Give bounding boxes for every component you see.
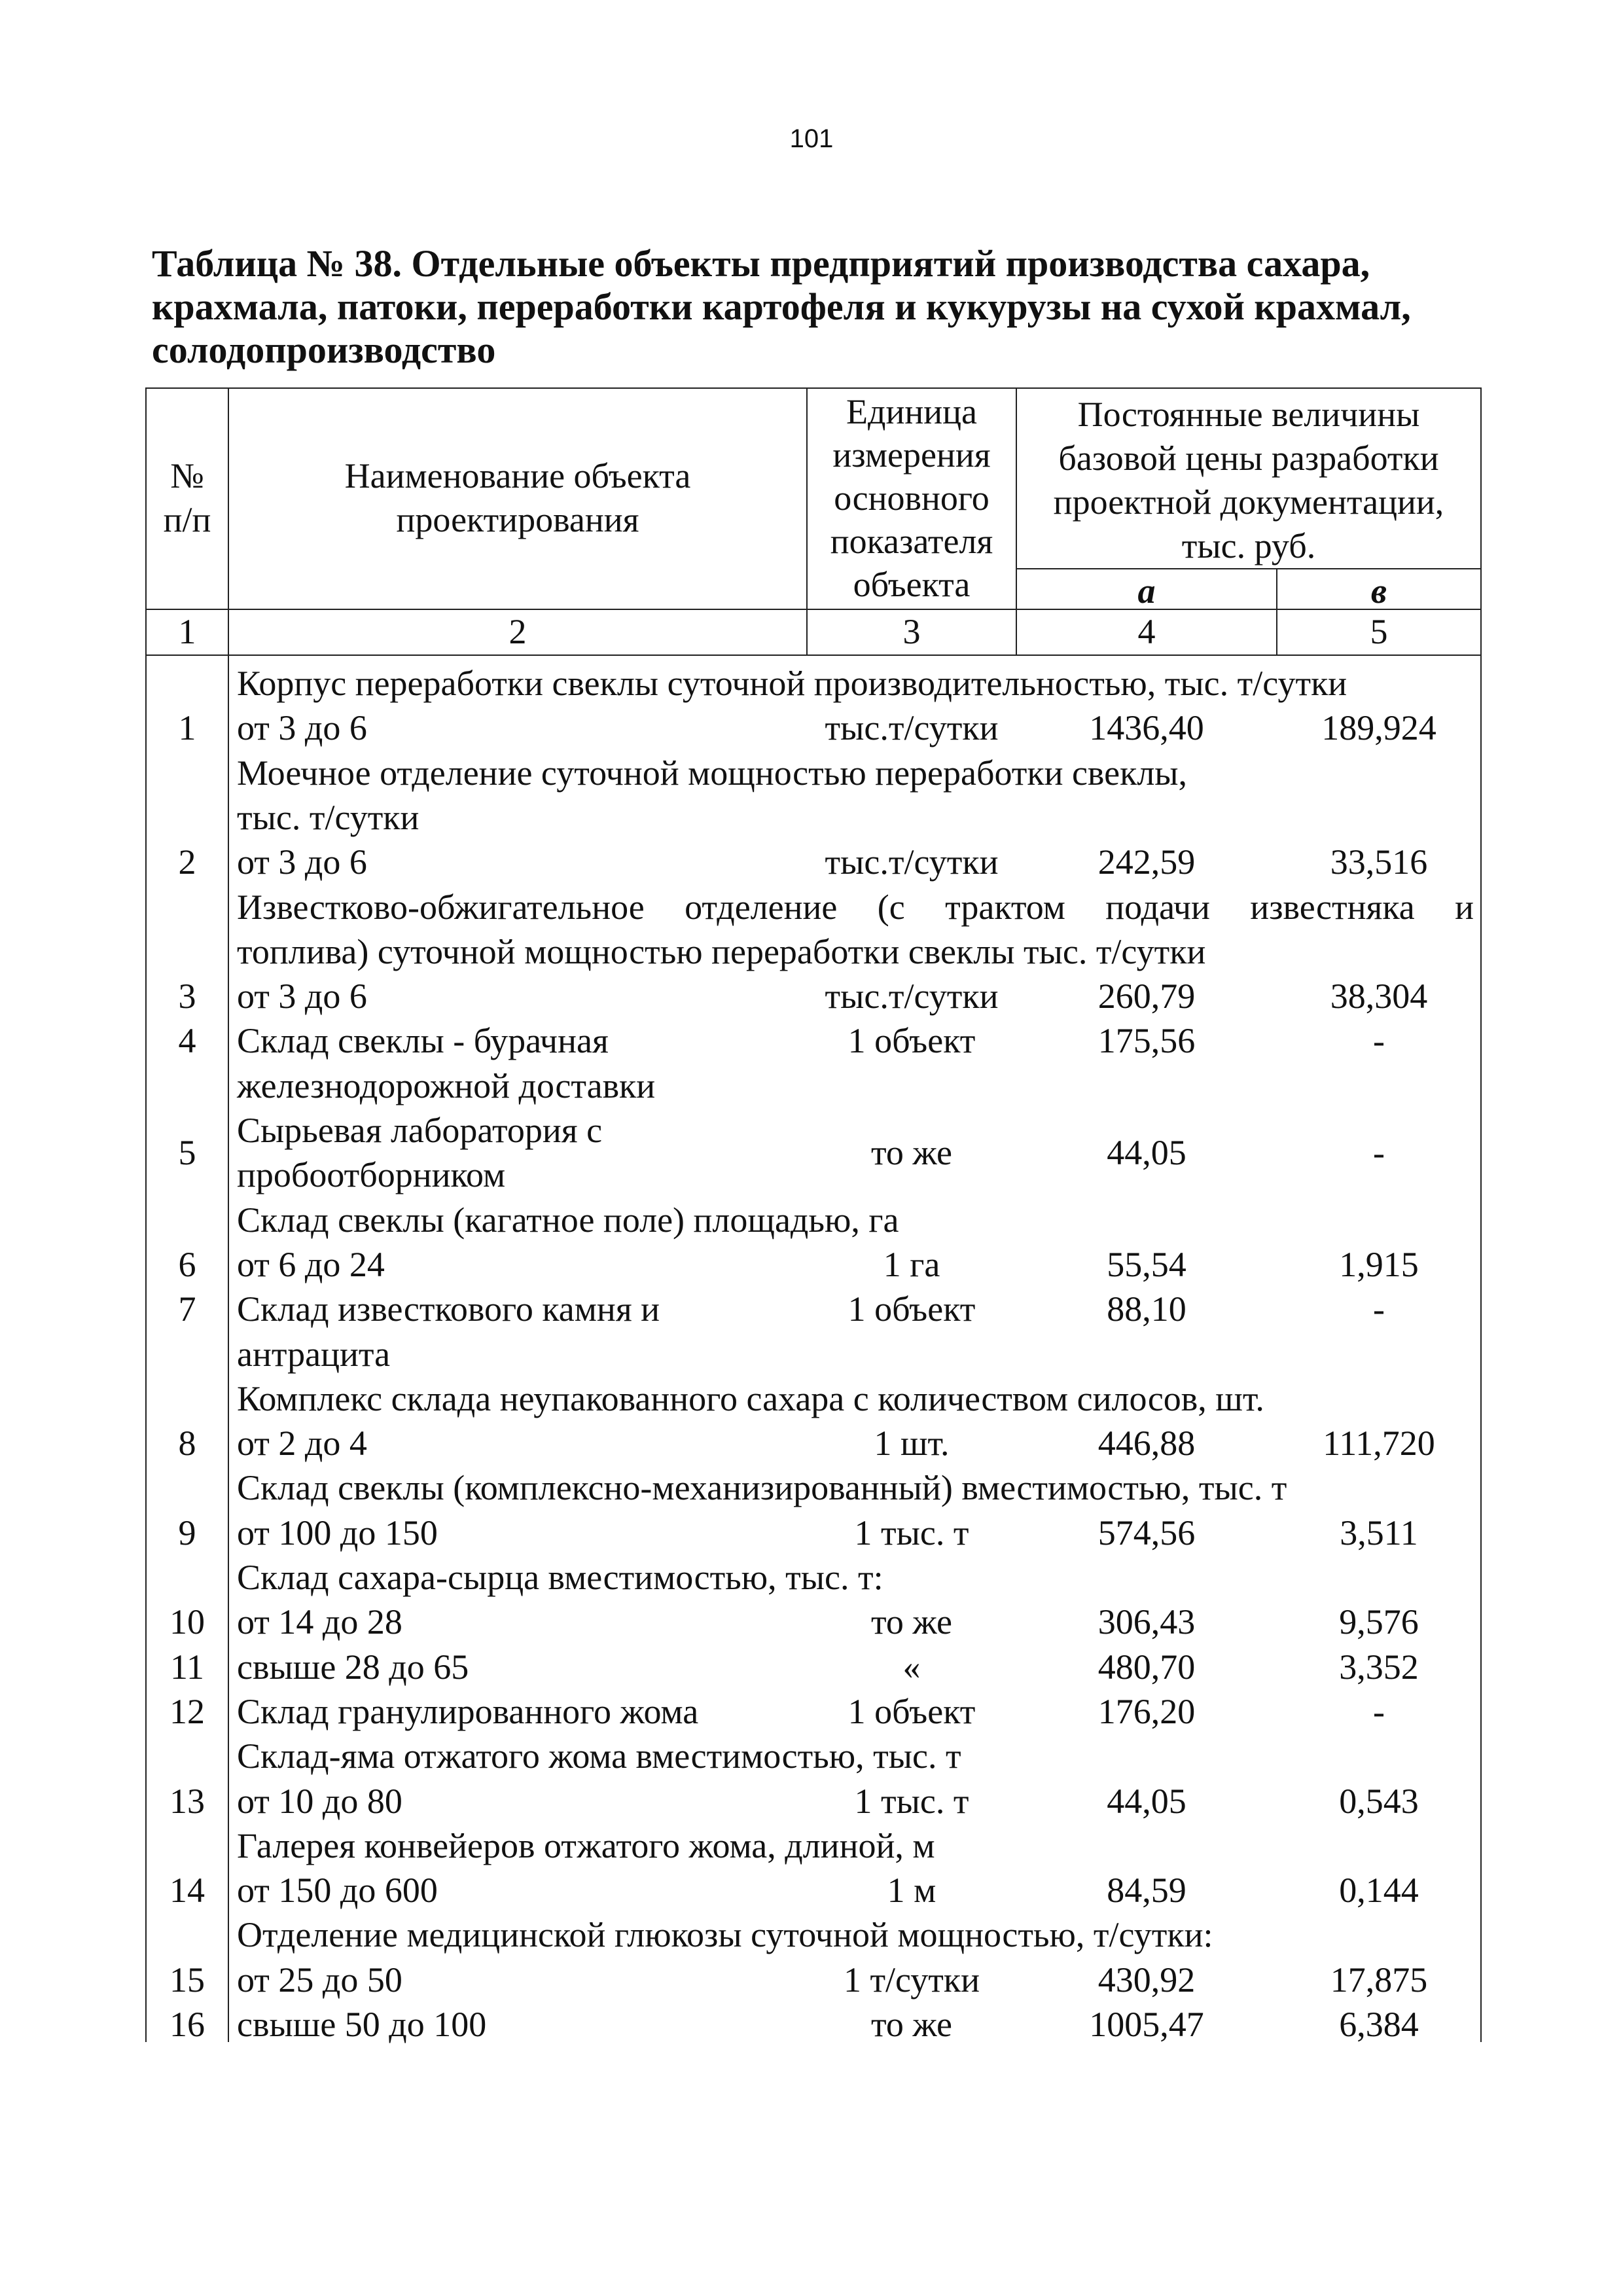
- value-b-cell: 33,516: [1330, 842, 1428, 882]
- object-name: Склад известкового камня и: [237, 1289, 660, 1329]
- row-number: 15: [169, 1960, 205, 2000]
- group-heading: Склад свеклы (кагатное поле) площадью, га: [237, 1200, 899, 1240]
- header-col-a: а: [1137, 571, 1156, 611]
- row-number: 13: [169, 1781, 205, 1821]
- unit-cell: тыс.т/сутки: [825, 842, 999, 882]
- object-name: от 3 до 6: [237, 708, 367, 748]
- object-name: железнодорожной доставки: [237, 1066, 656, 1105]
- caption-line: крахмала, патоки, переработки картофеля и кукурузы на сухой крахмал,: [152, 285, 1411, 328]
- row-number: 9: [178, 1513, 196, 1552]
- value-b-cell: 17,875: [1330, 1960, 1428, 2000]
- row-number: 2: [178, 842, 196, 882]
- table-border-top: [145, 387, 1480, 389]
- object-name: от 14 до 28: [237, 1602, 402, 1642]
- row-number: 1: [178, 708, 196, 748]
- group-heading: топлива) суточной мощностью переработки свеклы тыс. т/сутки: [237, 931, 1206, 971]
- object-name: от 3 до 6: [237, 842, 367, 882]
- value-a-cell: 84,59: [1107, 1871, 1186, 1910]
- value-b-cell: 6,384: [1339, 2005, 1419, 2044]
- object-name: от 6 до 24: [237, 1244, 385, 1284]
- value-a-cell: 1005,47: [1089, 2005, 1204, 2044]
- table-caption: [152, 242, 1487, 372]
- row-number: 4: [178, 1021, 196, 1061]
- object-name: от 25 до 50: [237, 1960, 402, 2000]
- value-a-cell: 44,05: [1107, 1133, 1186, 1173]
- value-b-cell: 3,352: [1339, 1647, 1419, 1687]
- group-heading: Корпус переработки свеклы суточной производительностью, тыс. т/сутки: [237, 664, 1347, 703]
- header-const: Постоянные величины базовой цены разработки проектной документации, тыс. руб.: [1053, 395, 1444, 565]
- value-b-cell: 1,915: [1339, 1244, 1419, 1284]
- object-name: антрацита: [237, 1334, 391, 1374]
- row-number: 5: [178, 1133, 196, 1173]
- unit-cell: «: [902, 1647, 921, 1687]
- value-a-cell: 1436,40: [1089, 708, 1204, 748]
- row-number: 11: [170, 1647, 204, 1687]
- object-name: от 100 до 150: [237, 1513, 438, 1552]
- group-heading: Отделение медицинской глюкозы суточной мощностью, т/сутки:: [237, 1915, 1213, 1955]
- row-number: 16: [169, 2005, 205, 2044]
- colnum-4: 4: [1137, 612, 1156, 651]
- unit-cell: то же: [871, 2005, 952, 2044]
- object-name: Склад гранулированного жома: [237, 1691, 699, 1731]
- object-name: свыше 50 до 100: [237, 2005, 487, 2044]
- row-number: 7: [178, 1289, 196, 1329]
- unit-cell: 1 тыс. т: [854, 1781, 969, 1821]
- colnum-2: 2: [508, 612, 527, 651]
- group-heading: Моечное отделение суточной мощностью переработки свеклы,: [237, 753, 1188, 793]
- row-number: 6: [178, 1244, 196, 1284]
- group-heading: Склад сахара-сырца вместимостью, тыс. т:: [237, 1558, 883, 1597]
- value-b-cell: -: [1373, 1133, 1385, 1173]
- value-b-cell: 189,924: [1321, 708, 1436, 748]
- unit-cell: 1 шт.: [874, 1424, 950, 1463]
- unit-cell: 1 объект: [847, 1691, 976, 1731]
- object-name: от 10 до 80: [237, 1781, 402, 1821]
- value-a-cell: 175,56: [1097, 1021, 1196, 1061]
- value-b-cell: -: [1373, 1021, 1385, 1061]
- colnum-bottom-line: [145, 655, 1480, 656]
- value-b-cell: 0,543: [1339, 1781, 1419, 1821]
- unit-cell: то же: [871, 1133, 952, 1173]
- value-a-cell: 176,20: [1097, 1691, 1196, 1731]
- value-a-cell: 306,43: [1097, 1602, 1196, 1642]
- value-b-cell: 3,511: [1340, 1513, 1418, 1552]
- value-a-cell: 55,54: [1107, 1244, 1186, 1284]
- header-name: Наименование объекта проектирования: [344, 456, 691, 539]
- row-number: 12: [169, 1691, 205, 1731]
- unit-cell: 1 объект: [847, 1021, 976, 1061]
- unit-cell: 1 т/сутки: [843, 1960, 980, 2000]
- row-number: 10: [169, 1602, 205, 1642]
- value-b-cell: 0,144: [1339, 1871, 1419, 1910]
- header-col-b: в: [1370, 571, 1387, 611]
- value-b-cell: 111,720: [1323, 1424, 1435, 1463]
- unit-cell: 1 га: [883, 1244, 940, 1284]
- row-number: 14: [169, 1871, 205, 1910]
- value-b-cell: 38,304: [1330, 977, 1428, 1016]
- value-a-cell: 260,79: [1097, 977, 1196, 1016]
- colnum-1: 1: [178, 612, 196, 651]
- caption-line: Таблица № 38. Отдельные объекты предприятий производства сахара,: [152, 242, 1370, 285]
- group-heading: Склад свеклы (комплексно-механизированный) вместимостью, тыс. т: [237, 1468, 1287, 1508]
- value-a-cell: 574,56: [1097, 1513, 1196, 1552]
- colnum-3: 3: [902, 612, 921, 651]
- unit-cell: 1 объект: [847, 1289, 976, 1329]
- value-a-cell: 242,59: [1097, 842, 1196, 882]
- page-number: 101: [789, 124, 834, 153]
- group-heading: Галерея конвейеров отжатого жома, длиной, м: [237, 1825, 935, 1865]
- colnum-5: 5: [1370, 612, 1388, 651]
- value-a-cell: 480,70: [1097, 1647, 1196, 1687]
- header-unit: Единица измерения основного показателя объекта: [830, 392, 993, 604]
- row-number: 3: [178, 977, 196, 1016]
- value-b-cell: -: [1373, 1289, 1385, 1329]
- group-heading: тыс. т/сутки: [237, 797, 419, 837]
- value-a-cell: 44,05: [1107, 1781, 1186, 1821]
- object-name: от 150 до 600: [237, 1871, 438, 1910]
- object-name: Сырьевая лаборатория с: [237, 1111, 603, 1150]
- unit-cell: 1 тыс. т: [854, 1513, 969, 1552]
- object-name: свыше 28 до 65: [237, 1647, 469, 1687]
- value-a-cell: 430,92: [1097, 1960, 1196, 2000]
- header-num: № п/п: [163, 456, 211, 539]
- value-b-cell: -: [1373, 1691, 1385, 1731]
- object-name: Склад свеклы - бурачная: [237, 1021, 609, 1061]
- group-heading: Комплекс склада неупакованного сахара с количеством силосов, шт.: [237, 1378, 1264, 1418]
- caption-line: солодопроизводство: [152, 329, 496, 371]
- value-a-cell: 446,88: [1097, 1424, 1196, 1463]
- table-border-right: [1480, 387, 1482, 2042]
- unit-cell: тыс.т/сутки: [825, 708, 999, 748]
- object-name: от 2 до 4: [237, 1424, 367, 1463]
- row-number: 8: [178, 1424, 196, 1463]
- unit-cell: 1 м: [887, 1871, 936, 1910]
- unit-cell: тыс.т/сутки: [825, 977, 999, 1016]
- group-heading: Известково-обжигательное отделение (с трактом подачи известняка и: [237, 887, 1474, 927]
- object-name: пробоотборником: [237, 1155, 506, 1195]
- group-heading: Склад-яма отжатого жома вместимостью, тыс. т: [237, 1736, 961, 1776]
- value-a-cell: 88,10: [1107, 1289, 1186, 1329]
- object-name: от 3 до 6: [237, 977, 367, 1016]
- value-b-cell: 9,576: [1339, 1602, 1419, 1642]
- unit-cell: то же: [871, 1602, 952, 1642]
